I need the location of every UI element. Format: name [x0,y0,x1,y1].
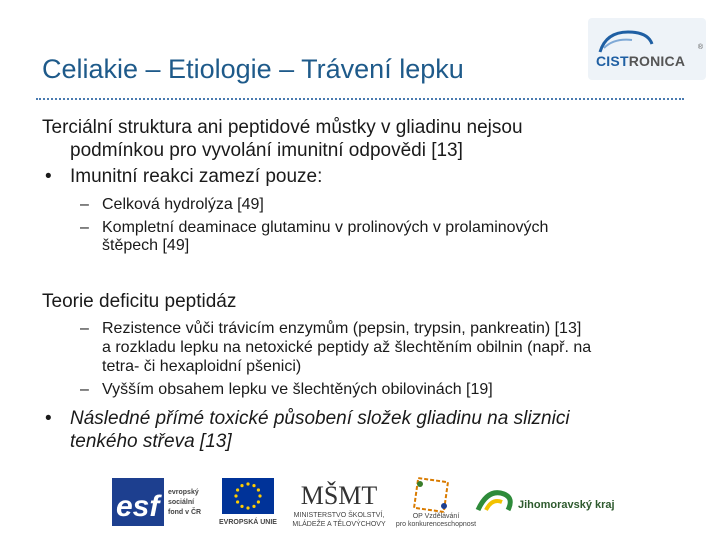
esf-logo [112,478,212,526]
jm-caption: Jihomoravský kraj [518,499,615,511]
eu-caption: EVROPSKÁ UNIE [219,519,277,526]
esf-caption-line-2: sociální [168,499,195,506]
dash-marker: – [80,219,89,236]
footer-logos [112,474,642,530]
logo-wordmark [596,53,685,69]
subitem-deamination-line-2: štěpech [49] [102,237,190,254]
dash-marker: – [80,381,89,398]
subitem-resistance-line-1: Rezistence vůči trávicím enzymům (pepsin, trypsin, pankreatin) [13] [102,320,582,337]
msmt-letters: MŠMT [300,481,378,510]
title-divider [36,98,684,100]
bullet-marker: • [45,166,52,187]
subitem-hydrolysis: Celková hydrolýza [49] [102,196,264,213]
op-vk-logo [395,478,477,528]
subitem-resistance-line-3: tetra- či hexaploidní pšenici) [102,358,302,375]
subitem-resistance-line-2: a rozkladu lepku na netoxické peptidy až šlechtěním obilnin (např. na [102,339,592,356]
slide-title: Celiakie – Etiologie – Trávení lepku [42,54,464,84]
op-caption-line-2: pro konkurenceschopnost [395,521,477,528]
logo-text-ronica: RONICA [628,53,686,69]
subitem-gluten-content: Vyšším obsahem lepku ve šlechtěných obilovinách [19] [102,381,493,398]
logo-text-cist: CIST [596,53,629,69]
jihomoravsky-kraj-logo [474,480,634,524]
bullet-toxic-action-line-1: Následné přímé toxické působení složek gliadinu na sliznici [70,408,570,429]
msmt-caption-line-2: MLÁDEŽE A TĚLOVÝCHOVY [292,521,386,528]
esf-caption-line-3: fond v ČR [168,509,202,516]
paragraph-peptidase-theory: Teorie deficitu peptidáz [42,291,237,312]
esf-caption-line-1: evropský [168,489,199,496]
eu-flag-logo [220,476,276,528]
dash-marker: – [80,196,89,213]
logo-registered-mark: ® [697,44,703,51]
paragraph-1-line-2: podmínkou pro vyvolání imunitní odpovědi [13] [70,140,463,161]
subitem-deamination-line-1: Kompletní deaminace glutaminu v prolinových v prolaminových [102,219,549,236]
logo-swirl-icon [588,18,706,80]
bullet-toxic-action-line-2: tenkého střeva [13] [70,431,232,452]
paragraph-1-line-1: Terciální struktura ani peptidové můstky v gliadinu nejsou [42,117,523,138]
bullet-immune-reaction: Imunitní reakci zamezí pouze: [70,166,323,187]
cistronica-logo [588,18,706,80]
msmt-logo [284,474,394,530]
msmt-caption-line-1: MINISTERSTVO ŠKOLSTVÍ, [293,512,385,519]
bullet-marker: • [45,408,52,429]
dash-marker: – [80,320,89,337]
op-caption-line-1: OP Vzdělávání [412,513,460,520]
esf-letters: esf [116,490,160,523]
